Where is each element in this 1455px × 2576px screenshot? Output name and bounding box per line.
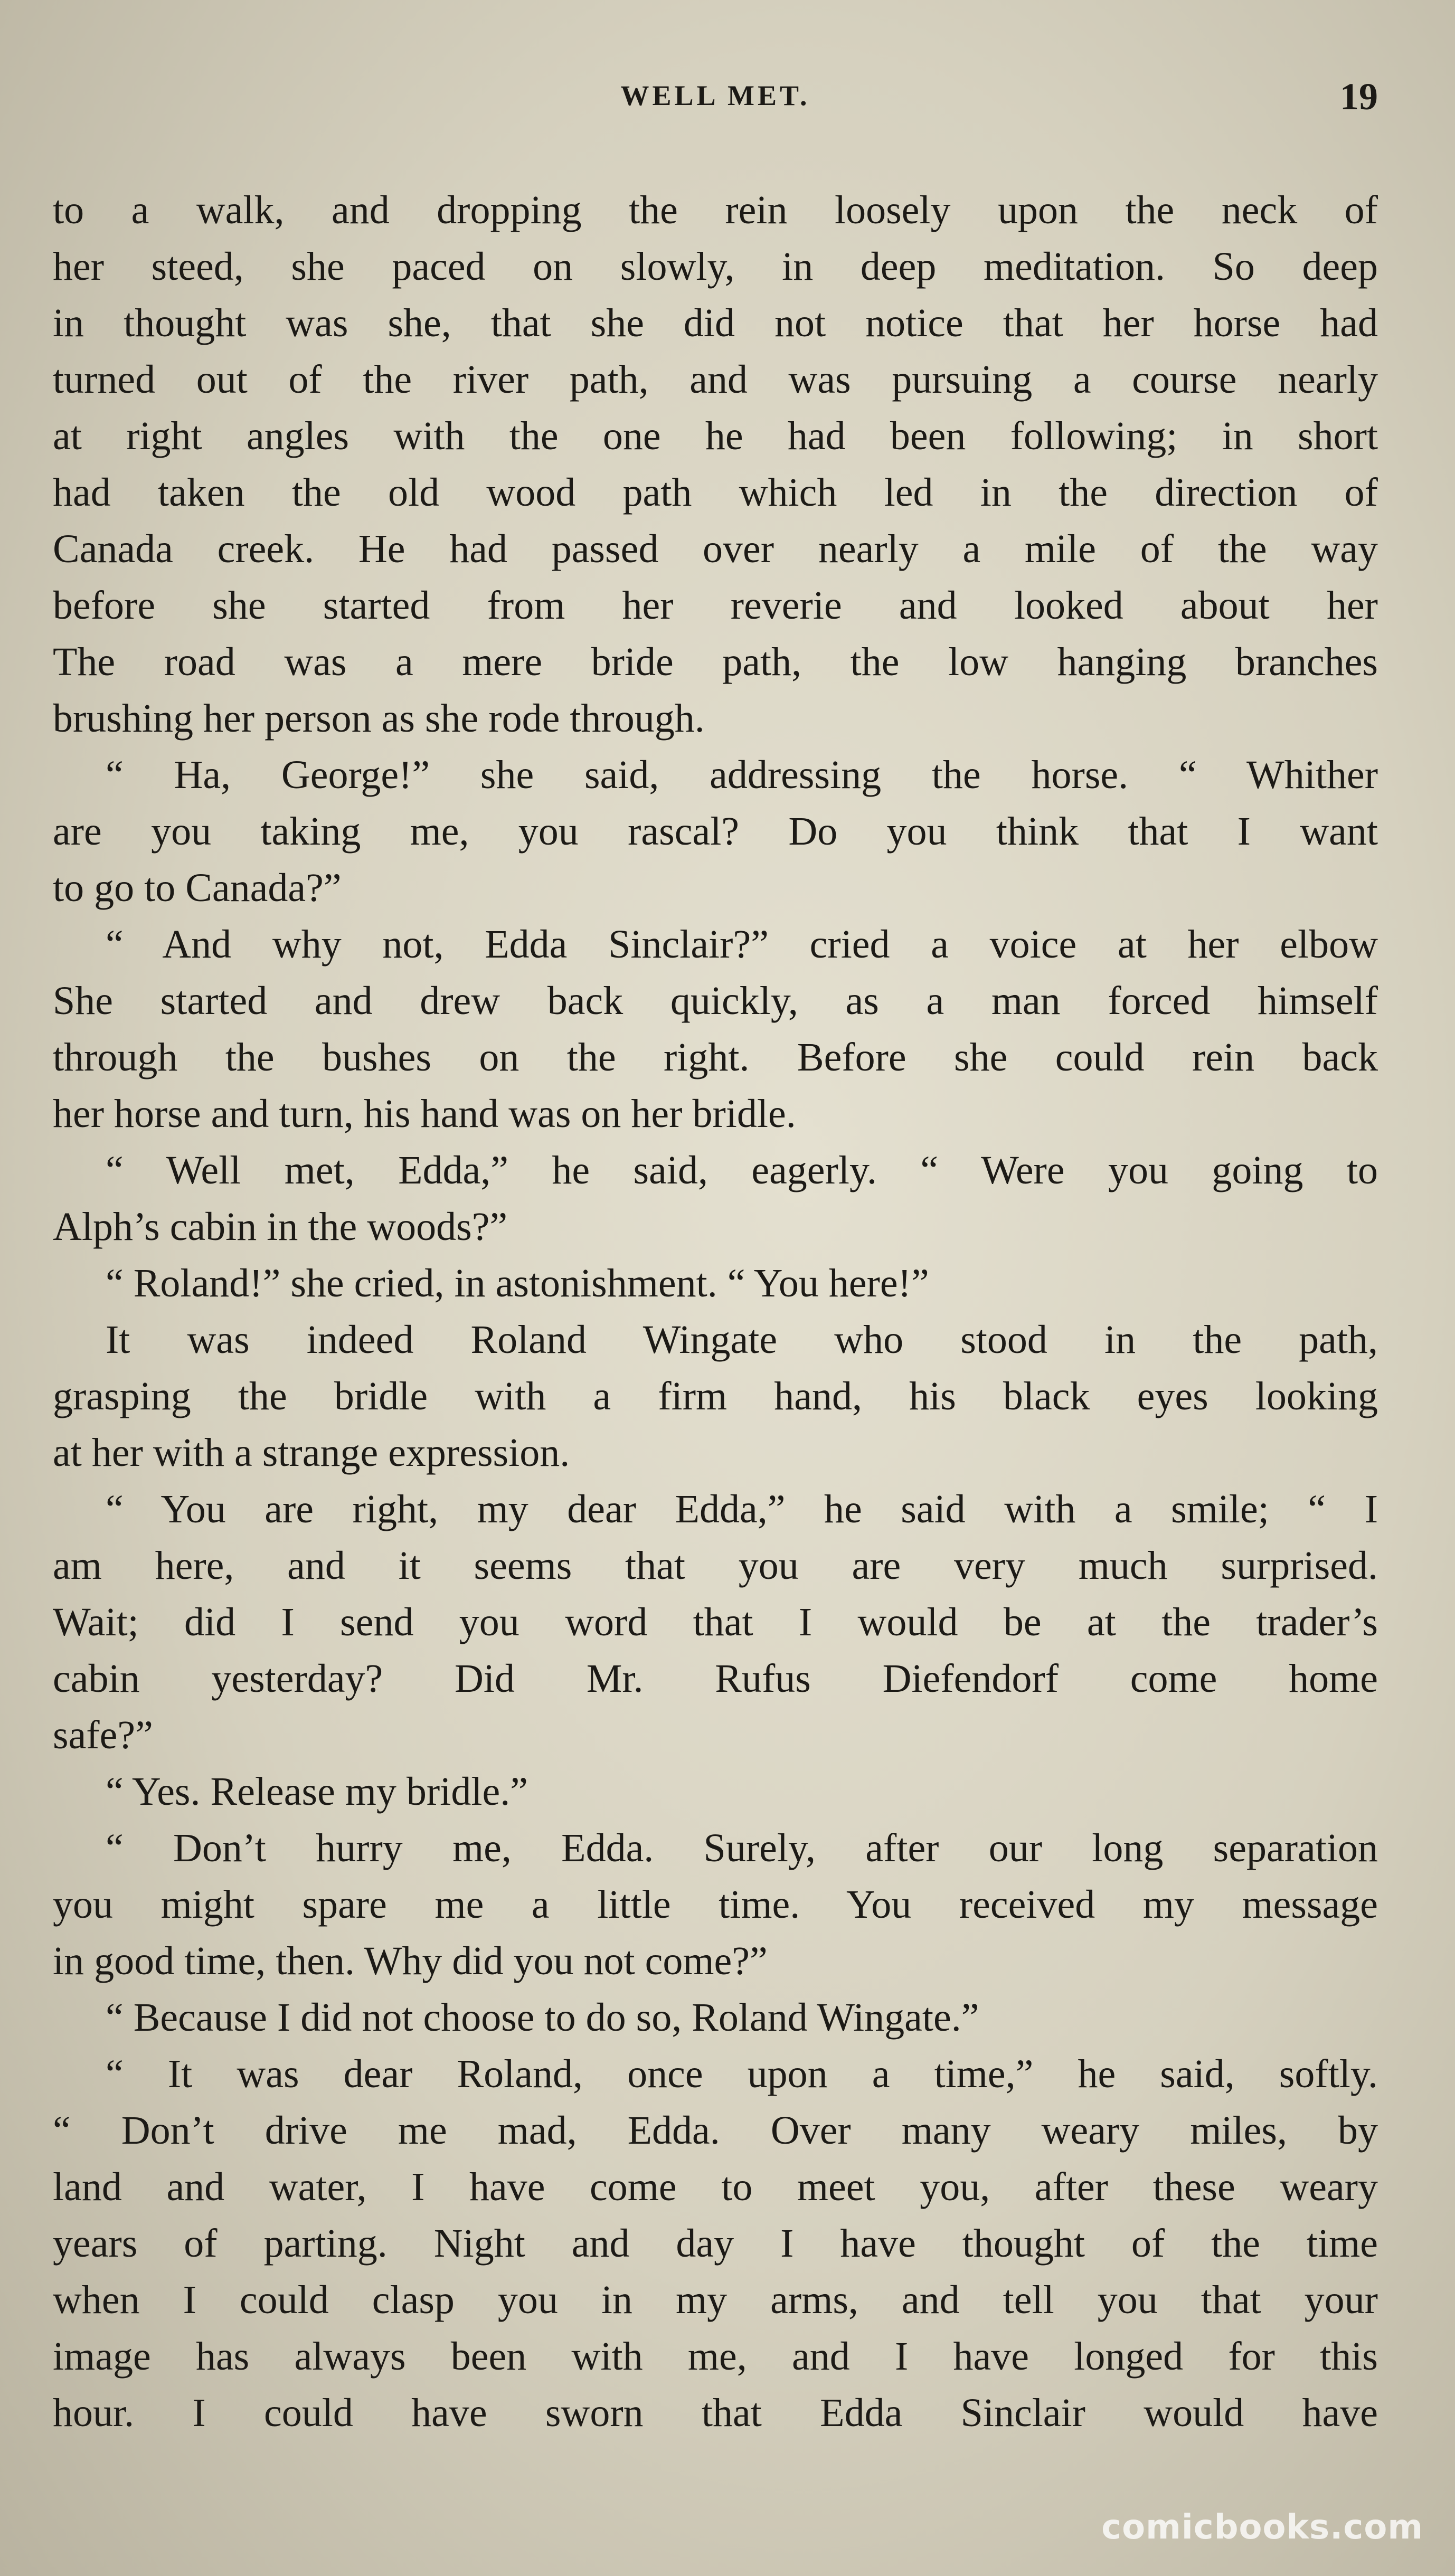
text-line: brushing her person as she rode through.: [53, 696, 705, 741]
text-line: “ Because I did not choose to do so, Roland Wingate.”: [106, 1995, 979, 2040]
text-line: “ Ha, George!” she said, addressing the horse. “ Whither: [106, 753, 1378, 797]
text-line: at her with a strange expression.: [53, 1431, 570, 1475]
text-line: image has always been with me, and I have longed for this: [53, 2334, 1378, 2379]
text-line: “ Yes. Release my bridle.”: [106, 1769, 528, 1814]
text-line: “ Roland!” she cried, in astonishment. “ You here!”: [106, 1261, 929, 1305]
text-line: are you taking me, you rascal? Do you think that I want: [53, 809, 1378, 854]
page-number: 19: [1340, 75, 1378, 118]
text-line: grasping the bridle with a firm hand, his black eyes looking: [53, 1374, 1378, 1418]
text-line: “ It was dear Roland, once upon a time,” he said, softly.: [106, 2052, 1378, 2096]
text-line: her horse and turn, his hand was on her bridle.: [53, 1092, 796, 1136]
text-line: through the bushes on the right. Before she could rein back: [53, 1035, 1378, 1079]
text-line: to a walk, and dropping the rein loosely upon the neck of: [53, 188, 1378, 232]
text-line: her steed, she paced on slowly, in deep meditation. So deep: [53, 244, 1378, 289]
text-line: years of parting. Night and day I have thought of the time: [53, 2221, 1378, 2266]
text-line: “ Don’t hurry me, Edda. Surely, after our long separation: [106, 1826, 1378, 1870]
text-line: Alph’s cabin in the woods?”: [53, 1205, 508, 1249]
text-line: “ Well met, Edda,” he said, eagerly. “ Were you going to: [106, 1148, 1378, 1192]
text-line: It was indeed Roland Wingate who stood in the path,: [106, 1318, 1378, 1362]
text-line: “ Don’t drive me mad, Edda. Over many weary miles, by: [53, 2108, 1378, 2153]
text-line: “ And why not, Edda Sinclair?” cried a voice at her elbow: [106, 922, 1378, 967]
text-line: hour. I could have sworn that Edda Sinclair would have: [53, 2391, 1378, 2435]
text-line: safe?”: [53, 1713, 153, 1757]
running-head: [53, 75, 1378, 127]
text-line: when I could clasp you in my arms, and tell you that your: [53, 2278, 1378, 2322]
text-line: am here, and it seems that you are very much surprised.: [53, 1543, 1378, 1588]
body-text: [53, 182, 1378, 2441]
text-line: She started and drew back quickly, as a man forced himself: [53, 979, 1378, 1023]
text-line: The road was a mere bride path, the low hanging branches: [53, 640, 1378, 684]
text-line: in thought was she, that she did not notice that her horse had: [53, 301, 1378, 345]
running-title: WELL MET.: [620, 80, 810, 111]
text-line: “ You are right, my dear Edda,” he said with a smile; “ I: [106, 1487, 1378, 1531]
text-line: had taken the old wood path which led in the direction of: [53, 470, 1378, 515]
text-line: in good time, then. Why did you not come?”: [53, 1939, 768, 1983]
text-line: Wait; did I send you word that I would be at the trader’s: [53, 1600, 1378, 1644]
text-line: land and water, I have come to meet you, after these weary: [53, 2165, 1378, 2209]
text-line: cabin yesterday? Did Mr. Rufus Diefendorf come home: [53, 1656, 1378, 1701]
text-line: before she started from her reverie and looked about her: [53, 583, 1378, 628]
text-line: turned out of the river path, and was pursuing a course nearly: [53, 357, 1378, 402]
watermark: comicbooks.com: [1101, 2508, 1423, 2547]
text-line: Canada creek. He had passed over nearly a mile of the way: [53, 527, 1378, 571]
text-line: to go to Canada?”: [53, 866, 342, 910]
text-line: at right angles with the one he had been following; in short: [53, 414, 1378, 458]
text-line: you might spare me a little time. You received my message: [53, 1882, 1378, 1927]
